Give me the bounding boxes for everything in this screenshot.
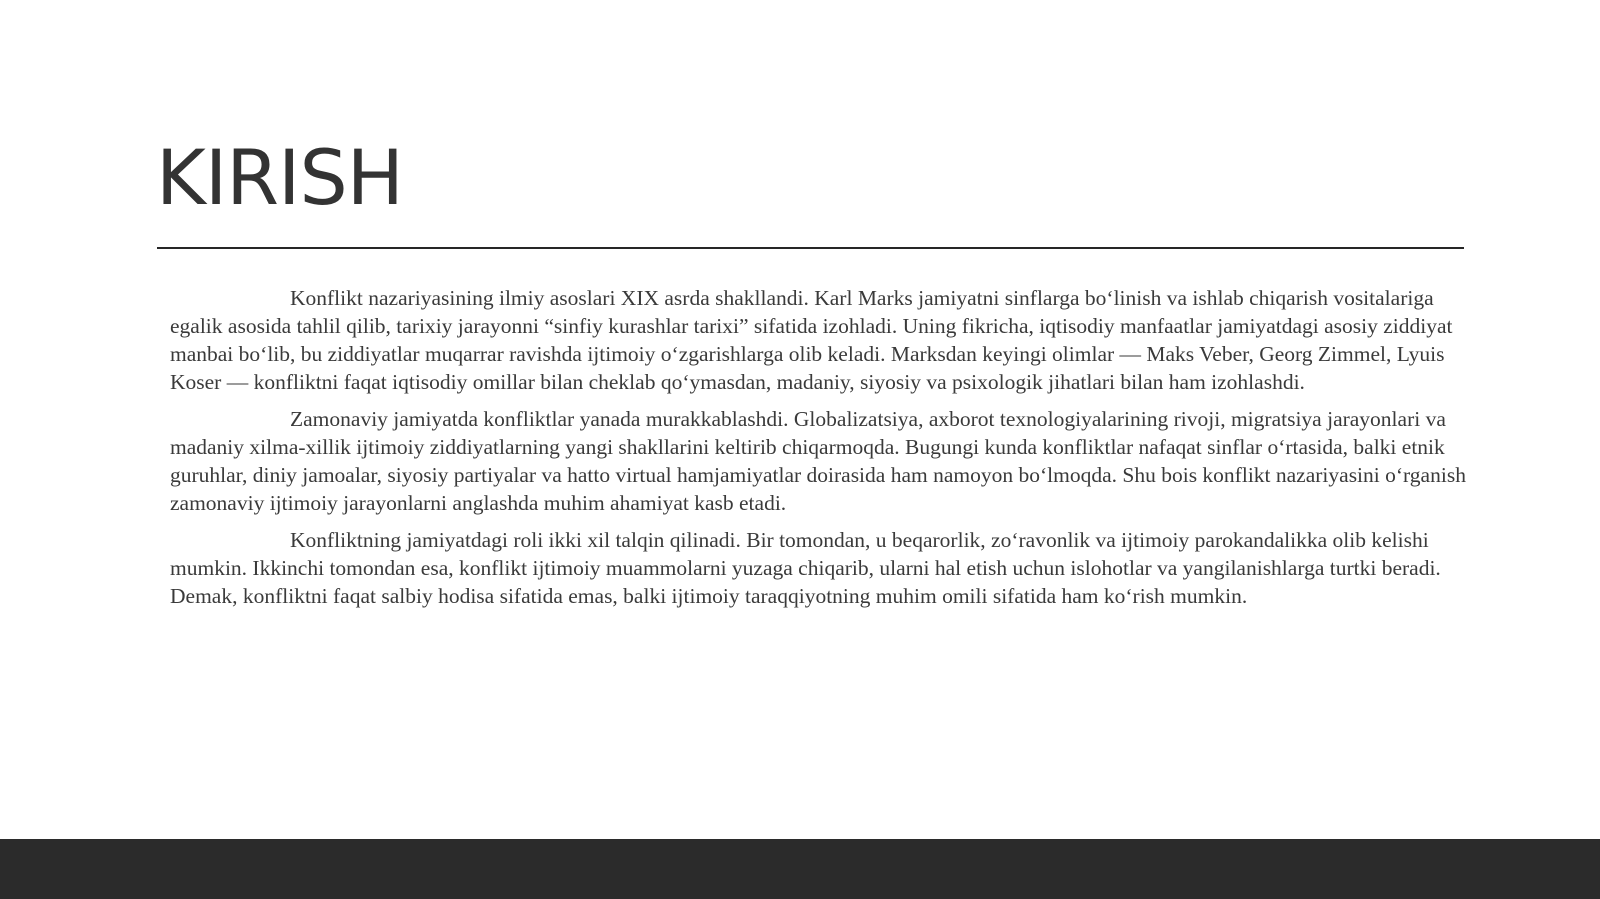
title-divider: [157, 247, 1464, 249]
slide-body: [170, 284, 1470, 619]
footer-bar: [0, 839, 1600, 899]
body-paragraph-2: Zamonaviy jamiyatda konfliktlar yanada murakkablashdi. Globalizatsiya, axborot texnologiyalarining rivoji, migratsiya jarayonlari va madaniy xilma-xillik ijtimoiy ziddiyatlarning yangi shakllarini keltirib chiqarmoqda. Bugungi kunda konfliktlar nafaqat sinflar oʻrtasida, balki etnik guruhlar, diniy jamoalar, siyosiy partiyalar va hatto virtual hamjamiyatlar doirasida ham namoyon boʻlmoqda. Shu bois konflikt nazariyasini oʻrganish zamonaviy ijtimoiy jarayonlarni anglashda muhim ahamiyat kasb etadi.: [170, 407, 1466, 515]
body-paragraph-3: Konfliktning jamiyatdagi roli ikki xil talqin qilinadi. Bir tomondan, u beqarorlik, zoʻravonlik va ijtimoiy parokandalikka olib kelishi mumkin. Ikkinchi tomondan esa, konflikt ijtimoiy muammolarni yuzaga chiqarib, ularni hal etish uchun islohotlar va yangilanishlarga turtki beradi. Demak, konfliktni faqat salbiy hodisa sifatida emas, balki ijtimoiy taraqqiyotning muhim omili sifatida ham koʻrish mumkin.: [170, 528, 1441, 608]
slide-title: KIRISH: [156, 133, 403, 222]
body-paragraph-1: Konflikt nazariyasining ilmiy asoslari XIX asrda shakllandi. Karl Marks jamiyatni sinflarga boʻlinish va ishlab chiqarish vositalariga egalik asosida tahlil qilib, tarixiy jarayonni “sinfiy kurashlar tarixi” sifatida izohladi. Uning fikricha, iqtisodiy manfaatlar jamiyatdagi asosiy ziddiyat manbai boʻlib, bu ziddiyatlar muqarrar ravishda ijtimoiy oʻzgarishlarga olib keladi. Marksdan keyingi olimlar — Maks Veber, Georg Zimmel, Lyuis Koser — konfliktni faqat iqtisodiy omillar bilan cheklab qoʻymasdan, madaniy, siyosiy va psixologik jihatlari bilan ham izohlashdi.: [170, 286, 1453, 394]
